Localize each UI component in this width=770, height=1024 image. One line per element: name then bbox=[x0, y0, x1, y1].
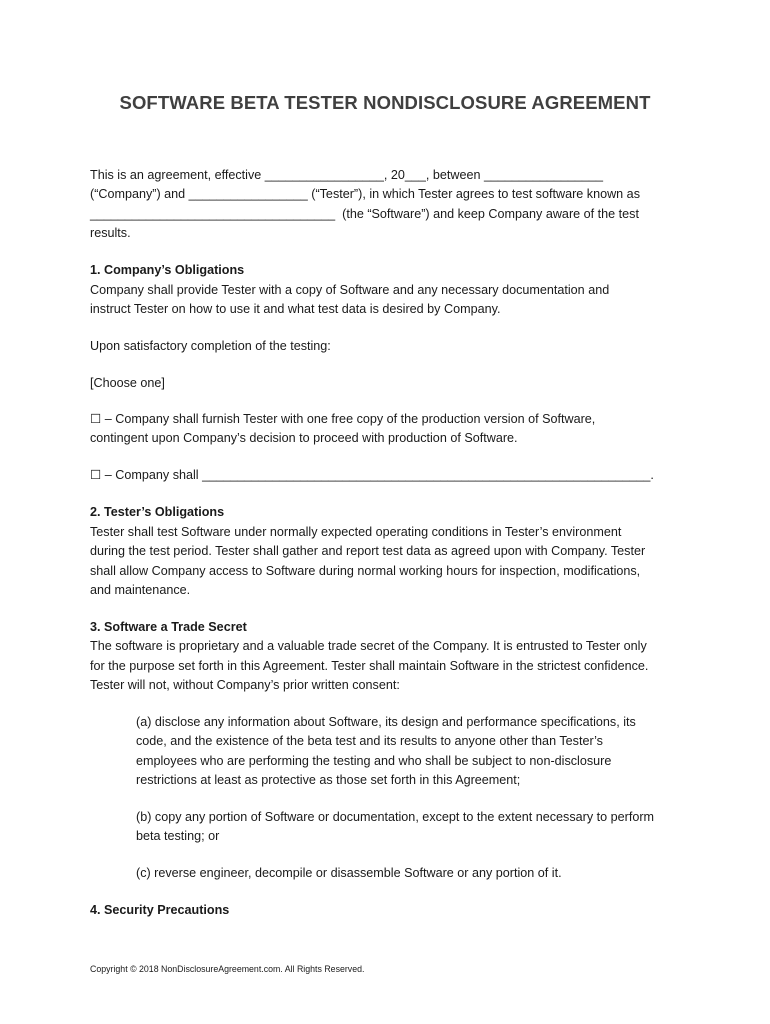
option-2-checkbox[interactable]: ☐ bbox=[90, 468, 102, 482]
section-1-line-2: instruct Tester on how to use it and what test data is desired by Company. bbox=[90, 302, 501, 316]
item-a-line-1: (a) disclose any information about Software, its design and performance specifications, its bbox=[136, 715, 636, 729]
intro-line-3: ___________________________________ (the “Software”) and keep Company aware of the test bbox=[90, 207, 639, 221]
option-2-line bbox=[90, 466, 654, 485]
section-1-line-1: Company shall provide Tester with a copy of Software and any necessary documentation and bbox=[90, 283, 610, 297]
choose-one-text: [Choose one] bbox=[90, 376, 165, 390]
item-b-line-1: (b) copy any portion of Software or documentation, except to the extent necessary to perform bbox=[136, 810, 655, 824]
section-3-line-1: The software is proprietary and a valuable trade secret of the Company. It is entrusted to Tester only bbox=[90, 639, 647, 653]
item-a-line-4: restrictions at least as protective as those set forth in this Agreement; bbox=[136, 773, 521, 787]
item-a-line-2: code, and the existence of the beta test and its results to anyone other than Tester’s bbox=[136, 734, 603, 748]
option-1-line-1 bbox=[90, 410, 595, 429]
section-2-line-2: during the test period. Tester shall gather and report test data as agreed upon with Company. Tester bbox=[90, 544, 646, 558]
item-a-line-3: employees who are performing the testing and who shall be subject to non-disclosure bbox=[136, 754, 612, 768]
item-c-line: (c) reverse engineer, decompile or disassemble Software or any portion of it. bbox=[136, 866, 562, 880]
option-2-text: – Company shall ________________________________________________________________. bbox=[101, 468, 654, 482]
item-b-line-2: beta testing; or bbox=[136, 829, 220, 843]
option-1-line-2: contingent upon Company’s decision to proceed with production of Software. bbox=[90, 431, 518, 445]
section-2-heading: 2. Tester’s Obligations bbox=[90, 505, 225, 519]
document-title: SOFTWARE BETA TESTER NONDISCLOSURE AGREEMENT bbox=[119, 92, 651, 113]
section-3-line-3: Tester will not, without Company’s prior written consent: bbox=[90, 678, 400, 692]
section-2-line-1: Tester shall test Software under normally expected operating conditions in Tester’s environment bbox=[90, 525, 622, 539]
intro-line-2: (“Company”) and _________________ (“Tester”), in which Tester agrees to test software known as bbox=[90, 187, 640, 201]
section-2-line-4: and maintenance. bbox=[90, 583, 191, 597]
section-2-line-3: shall allow Company access to Software during normal working hours for inspection, modifications, bbox=[90, 564, 641, 578]
option-1-text: – Company shall furnish Tester with one free copy of the production version of Software, bbox=[101, 412, 596, 426]
section-3-heading: 3. Software a Trade Secret bbox=[90, 620, 247, 634]
intro-line-1: This is an agreement, effective _________________, 20___, between _________________ bbox=[90, 168, 604, 182]
section-1-heading: 1. Company’s Obligations bbox=[90, 263, 245, 277]
intro-line-4: results. bbox=[90, 226, 131, 240]
section-3-line-2: for the purpose set forth in this Agreement. Tester shall maintain Software in the strictest confidence. bbox=[90, 659, 649, 673]
completion-text: Upon satisfactory completion of the testing: bbox=[90, 339, 331, 353]
copyright-footer: Copyright © 2018 NonDisclosureAgreement.com. All Rights Reserved. bbox=[90, 964, 365, 974]
option-1-checkbox[interactable]: ☐ bbox=[90, 412, 102, 426]
section-4-heading: 4. Security Precautions bbox=[90, 903, 230, 917]
